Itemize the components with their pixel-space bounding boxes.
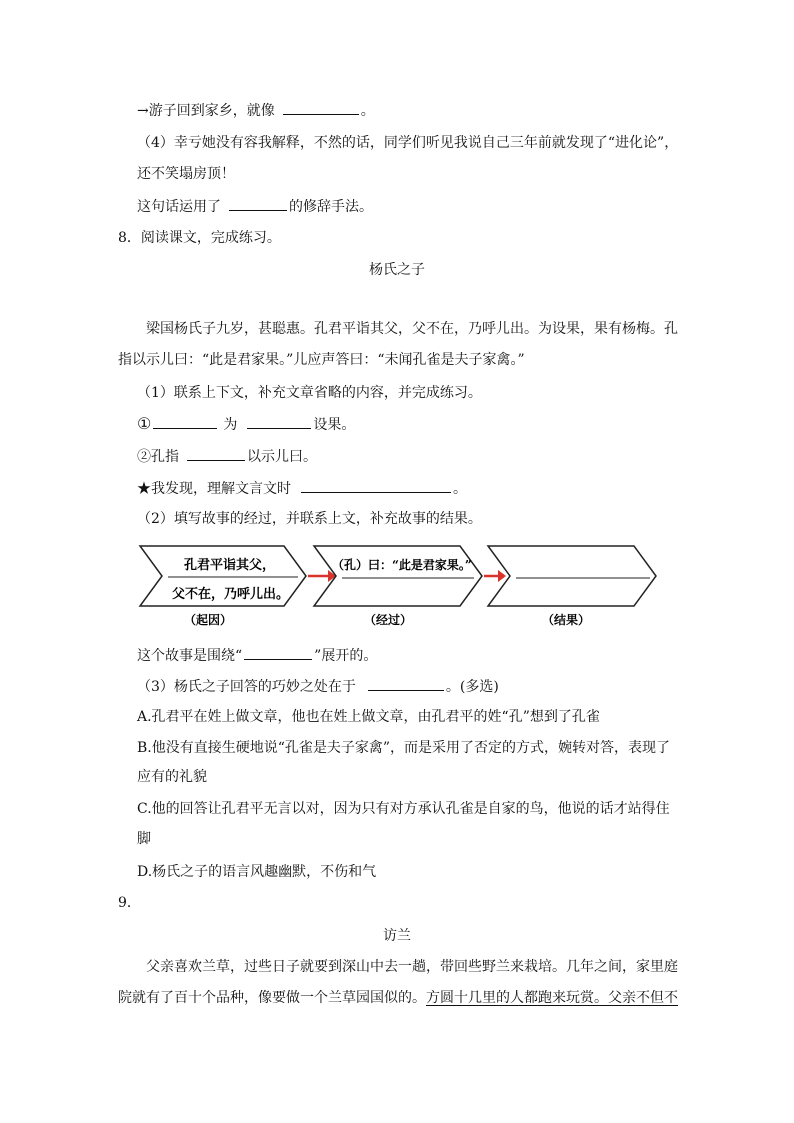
rhetoric-line [137, 196, 373, 217]
fill-blank-2[interactable] [187, 446, 245, 461]
fill-line-2 [137, 446, 317, 467]
fill-line-2-suffix: 以示儿曰。 [247, 449, 317, 465]
question-8-heading: 8．阅读课文，完成练习。 [118, 230, 281, 246]
rhetoric-suffix: 的修辞手法。 [289, 199, 373, 215]
simile-prefix: →游子回到家乡，就像 [137, 103, 275, 119]
fill-blank-1a[interactable] [153, 414, 217, 429]
theme-line [137, 645, 377, 666]
theme-prefix: 这个故事是围绕“ [137, 648, 243, 664]
flow-arrow-2-head [498, 570, 506, 582]
option-c-cont: 脚 [137, 831, 151, 847]
question-4-text: （4）幸亏她没有容我解释，不然的话，同学们听见我说自己三年前就发现了“进化论”， [137, 135, 679, 151]
fill-line-1 [137, 414, 355, 435]
result-box [488, 546, 656, 606]
cause-caption: （起因） [184, 613, 233, 627]
sub-question-3 [137, 676, 499, 697]
circled-one: ① [137, 414, 152, 433]
story-flow-diagram [138, 542, 658, 632]
option-a[interactable]: A.孔君平在姓上做文章，他也在姓上做文章，由孔君平的姓“孔”想到了孔雀 [137, 709, 600, 725]
cause-line-2: 父不在，乃呼儿出。 [172, 587, 290, 602]
theme-blank[interactable] [244, 645, 312, 660]
fill-line-2-prefix: ②孔指 [137, 449, 179, 465]
sub-question-3-suffix: 。(多选) [445, 679, 499, 695]
rhetoric-prefix: 这句话运用了 [137, 199, 221, 215]
passage-para-2: 指以示儿曰：“此是君家果。”儿应声答曰：“未闻孔雀是夫子家禽。” [118, 352, 525, 368]
process-line-1: （孔）曰：“此是君家果。” [332, 558, 472, 572]
simile-blank[interactable] [283, 100, 359, 115]
option-b-cont: 应有的礼貌 [137, 769, 207, 785]
star-prefix: ★我发现，理解文言文时 [137, 481, 291, 497]
fill-line-1-mid: 为 [223, 417, 238, 433]
passage-title-yang: 杨氏之子 [369, 262, 425, 278]
result-caption: （结果） [542, 613, 591, 627]
sub-question-2: （2）填写故事的经过，并联系上文，补充故事的结果。 [137, 511, 482, 527]
passage2-para-1: 父亲喜欢兰草，过些日子就要到深山中去一趟，带回些野兰来栽培。几年之间，家里庭 [146, 959, 678, 975]
sub-question-3-prefix: （3）杨氏之子回答的巧妙之处在于 [137, 679, 356, 695]
passage-title-fanglan: 访兰 [383, 928, 411, 944]
option-d[interactable]: D.杨氏之子的语言风趣幽默，不伤和气 [137, 864, 377, 880]
star-blank[interactable] [301, 478, 451, 493]
theme-suffix: ”展开的。 [314, 648, 378, 664]
simile-suffix: 。 [360, 103, 375, 119]
line-simile [137, 100, 375, 121]
option-b[interactable]: B.他没有直接生硬地说“孔雀是夫子家禽”，而是采用了否定的方式，婉转对答，表现了 [137, 740, 671, 756]
process-caption: （经过） [364, 613, 413, 627]
sub-question-3-blank[interactable] [368, 676, 444, 691]
sub-question-1: （1）联系上下文，补充文章省略的内容，并完成练习。 [137, 385, 482, 401]
process-box [314, 546, 482, 606]
fill-blank-1b[interactable] [247, 414, 311, 429]
passage2-underlined-sentence: 方圆十几里的人都跑来玩赏。父亲不但不 [426, 990, 678, 1006]
passage-para-1: 梁国杨氏子九岁，甚聪惠。孔君平诣其父，父不在，乃呼儿出。为设果，果有杨梅。孔 [146, 321, 678, 337]
cause-line-1: 孔君平诣其父， [184, 558, 276, 573]
star-suffix: 。 [453, 481, 467, 497]
option-c[interactable]: C.他的回答让孔君平无言以对，因为只有对方承认孔雀是自家的鸟，他说的话才站得住 [137, 801, 670, 817]
fill-line-1-suffix: 设果。 [313, 417, 356, 433]
passage2-para-2 [118, 988, 678, 1008]
star-line [137, 478, 467, 499]
rhetoric-blank[interactable] [229, 196, 287, 211]
question-4-text-cont: 还不笑塌房顶！ [137, 166, 235, 182]
passage2-para-2-plain: 院就有了百十个品种，像要做一个兰草园国似的。 [118, 990, 426, 1006]
question-9-heading: 9． [118, 895, 141, 911]
